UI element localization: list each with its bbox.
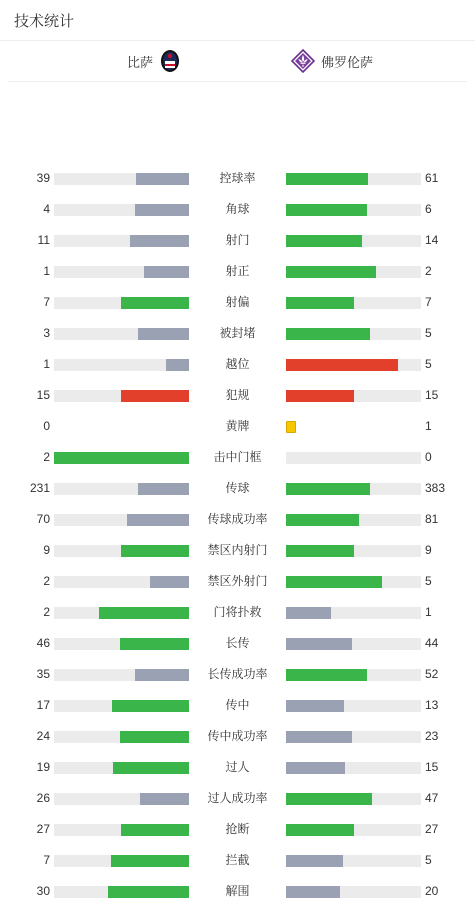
away-bar-fill [286,483,370,495]
away-bar-track [286,700,421,712]
away-stat-value: 5 [425,574,432,588]
teams-header [8,41,467,82]
away-bar-track [286,607,421,619]
home-bar-track [54,638,189,650]
stat-row [0,349,475,380]
pisa-crest-icon [160,49,180,73]
away-bar-fill [286,204,367,216]
home-stat-value: 1 [43,264,50,278]
stat-label: 长传 [225,636,250,650]
home-bar-fill [130,235,189,247]
stat-row [0,566,475,597]
home-bar-fill [121,545,189,557]
away-bar-fill [286,328,370,340]
away-team-name: 佛罗伦萨 [321,54,374,70]
home-team-name: 比萨 [126,54,153,70]
away-bar-track [286,235,421,247]
away-bar-fill [286,607,331,619]
home-stat-value: 3 [43,326,50,340]
away-stat-value: 27 [425,822,439,836]
home-bar-track [54,483,189,495]
away-bar-fill [286,762,345,774]
stat-row [0,504,475,535]
home-stat-value: 15 [36,388,50,402]
home-bar-track [54,328,189,340]
away-stat-value: 9 [425,543,432,557]
away-bar-track [286,452,421,464]
away-bar-fill [286,638,352,650]
away-bar-track [286,328,421,340]
home-stat-value: 2 [43,574,50,588]
away-stat-value: 6 [425,202,432,216]
section-title: 技术统计 [14,12,75,30]
away-bar-fill [286,545,354,557]
stat-row [0,411,475,442]
home-bar-fill [108,886,189,898]
away-bar-fill [286,297,354,309]
away-bar-fill [286,669,367,681]
home-bar-track [54,452,189,464]
home-bar-track [54,266,189,278]
home-stat-value: 4 [43,202,50,216]
home-stat-value: 26 [36,791,50,805]
away-stat-value: 1 [425,605,432,619]
stat-row [0,690,475,721]
home-bar-track [54,731,189,743]
home-bar-fill [99,607,189,619]
away-stat-value: 14 [425,233,439,247]
stat-row [0,845,475,876]
home-stat-value: 24 [36,729,50,743]
home-bar-track [54,576,189,588]
home-bar-fill [112,700,189,712]
away-bar-fill [286,514,359,526]
home-team[interactable] [127,41,180,81]
home-bar-track [54,390,189,402]
away-stat-value: 5 [425,357,432,371]
away-bar-track [286,638,421,650]
away-bar-track [286,483,421,495]
away-bar-track [286,762,421,774]
home-bar-fill [121,297,189,309]
home-bar-track [54,669,189,681]
stat-label: 解围 [225,884,250,898]
home-bar-fill [120,731,189,743]
home-bar-fill [113,762,189,774]
away-bar-fill [286,266,376,278]
stat-label: 黄牌 [225,419,250,433]
home-bar-fill [127,514,189,526]
home-stat-value: 2 [43,605,50,619]
away-bar-fill [286,700,344,712]
away-bar-track [286,514,421,526]
home-stat-value: 0 [43,419,50,433]
home-bar-track [54,204,189,216]
home-bar-fill [135,204,189,216]
away-bar-track [286,297,421,309]
stat-label: 犯规 [225,388,250,402]
stat-label: 射偏 [225,295,250,309]
away-bar-track [286,576,421,588]
home-bar-fill [138,483,189,495]
home-stat-value: 7 [43,853,50,867]
away-stat-value: 5 [425,853,432,867]
home-bar-fill [135,669,189,681]
yellow-card-icon [286,421,296,433]
home-bar-track [54,545,189,557]
home-stat-value: 70 [36,512,50,526]
home-bar-fill [138,328,189,340]
stat-label: 过人 [225,760,250,774]
away-bar-track [286,359,421,371]
away-bar-fill [286,855,343,867]
stat-row [0,659,475,690]
home-bar-track [54,297,189,309]
stat-row [0,442,475,473]
away-stat-value: 5 [425,326,432,340]
away-stat-value: 23 [425,729,439,743]
home-bar-fill [120,638,189,650]
stat-row [0,318,475,349]
home-bar-track [54,855,189,867]
stat-row [0,628,475,659]
stat-row [0,876,475,907]
away-bar-track [286,173,421,185]
home-bar-fill [166,359,189,371]
stat-label: 长传成功率 [207,667,268,681]
home-stat-value: 2 [43,450,50,464]
away-stat-value: 0 [425,450,432,464]
home-stat-value: 9 [43,543,50,557]
home-bar-fill [144,266,189,278]
away-bar-track [286,266,421,278]
away-stat-value: 15 [425,760,439,774]
home-stat-value: 39 [36,171,50,185]
home-stat-value: 1 [43,357,50,371]
home-bar-fill [54,452,189,464]
stat-row [0,256,475,287]
stat-label: 门将扑救 [213,605,262,619]
home-stat-value: 231 [29,481,50,495]
home-stat-value: 27 [36,822,50,836]
away-bar-fill [286,731,352,743]
away-bar-fill [286,359,398,371]
section-header [0,0,475,41]
stat-row [0,473,475,504]
away-team[interactable] [291,41,373,81]
home-bar-fill [150,576,189,588]
stat-label: 越位 [225,357,250,371]
home-bar-track [54,762,189,774]
stat-label: 传球成功率 [207,512,268,526]
home-bar-track [54,886,189,898]
away-stat-value: 7 [425,295,432,309]
away-stat-value: 383 [425,481,446,495]
stat-row [0,752,475,783]
home-bar-track [54,173,189,185]
home-stat-value: 7 [43,295,50,309]
home-bar-track [54,700,189,712]
stat-label: 禁区内射门 [207,543,268,557]
stat-label: 禁区外射门 [207,574,268,588]
stat-label: 被封堵 [219,326,256,340]
away-bar-track [286,855,421,867]
stat-label: 过人成功率 [207,791,268,805]
away-bar-track [286,793,421,805]
stat-row [0,535,475,566]
away-stat-value: 20 [425,884,439,898]
home-stat-value: 30 [36,884,50,898]
stat-row [0,597,475,628]
away-bar-track [286,886,421,898]
away-bar-fill [286,793,372,805]
home-bar-track [54,793,189,805]
away-bar-fill [286,235,362,247]
stat-row [0,163,475,194]
away-stat-value: 15 [425,388,439,402]
away-stat-value: 61 [425,171,439,185]
away-stat-value: 81 [425,512,439,526]
away-bar-track [286,390,421,402]
stat-label: 传中成功率 [207,729,268,743]
stat-label: 抢断 [225,822,250,836]
stat-label: 传中 [225,698,250,712]
stat-label: 控球率 [219,171,256,185]
stat-row [0,194,475,225]
away-stat-value: 52 [425,667,439,681]
away-bar-fill [286,173,368,185]
stat-label: 传球 [225,481,250,495]
away-bar-fill [286,886,340,898]
stat-label: 角球 [225,202,250,216]
fiorentina-lily-icon [291,49,315,73]
stat-row [0,721,475,752]
stat-row [0,380,475,411]
away-stat-value: 13 [425,698,439,712]
home-stat-value: 17 [36,698,50,712]
away-stat-value: 1 [425,419,432,433]
away-bar-fill [286,576,382,588]
home-bar-track [54,514,189,526]
stat-row [0,225,475,256]
away-stat-value: 47 [425,791,439,805]
away-bar-fill [286,390,354,402]
stat-row [0,814,475,845]
home-bar-fill [111,855,189,867]
home-stat-value: 46 [36,636,50,650]
stat-row [0,287,475,318]
away-bar-track [286,204,421,216]
stat-label: 射门 [225,233,250,247]
home-bar-fill [140,793,189,805]
home-bar-fill [121,390,189,402]
home-bar-track [54,359,189,371]
home-stat-value: 35 [36,667,50,681]
away-stat-value: 44 [425,636,439,650]
stat-row [0,783,475,814]
stat-label: 击中门框 [213,450,262,464]
home-stat-value: 11 [37,233,50,247]
away-bar-track [286,545,421,557]
home-bar-track [54,607,189,619]
away-bar-track [286,731,421,743]
away-bar-track [286,669,421,681]
home-bar-fill [136,173,189,185]
home-stat-value: 19 [36,760,50,774]
stat-label: 射正 [225,264,250,278]
away-stat-value: 2 [425,264,432,278]
stat-label: 拦截 [225,853,250,867]
home-bar-track [54,235,189,247]
